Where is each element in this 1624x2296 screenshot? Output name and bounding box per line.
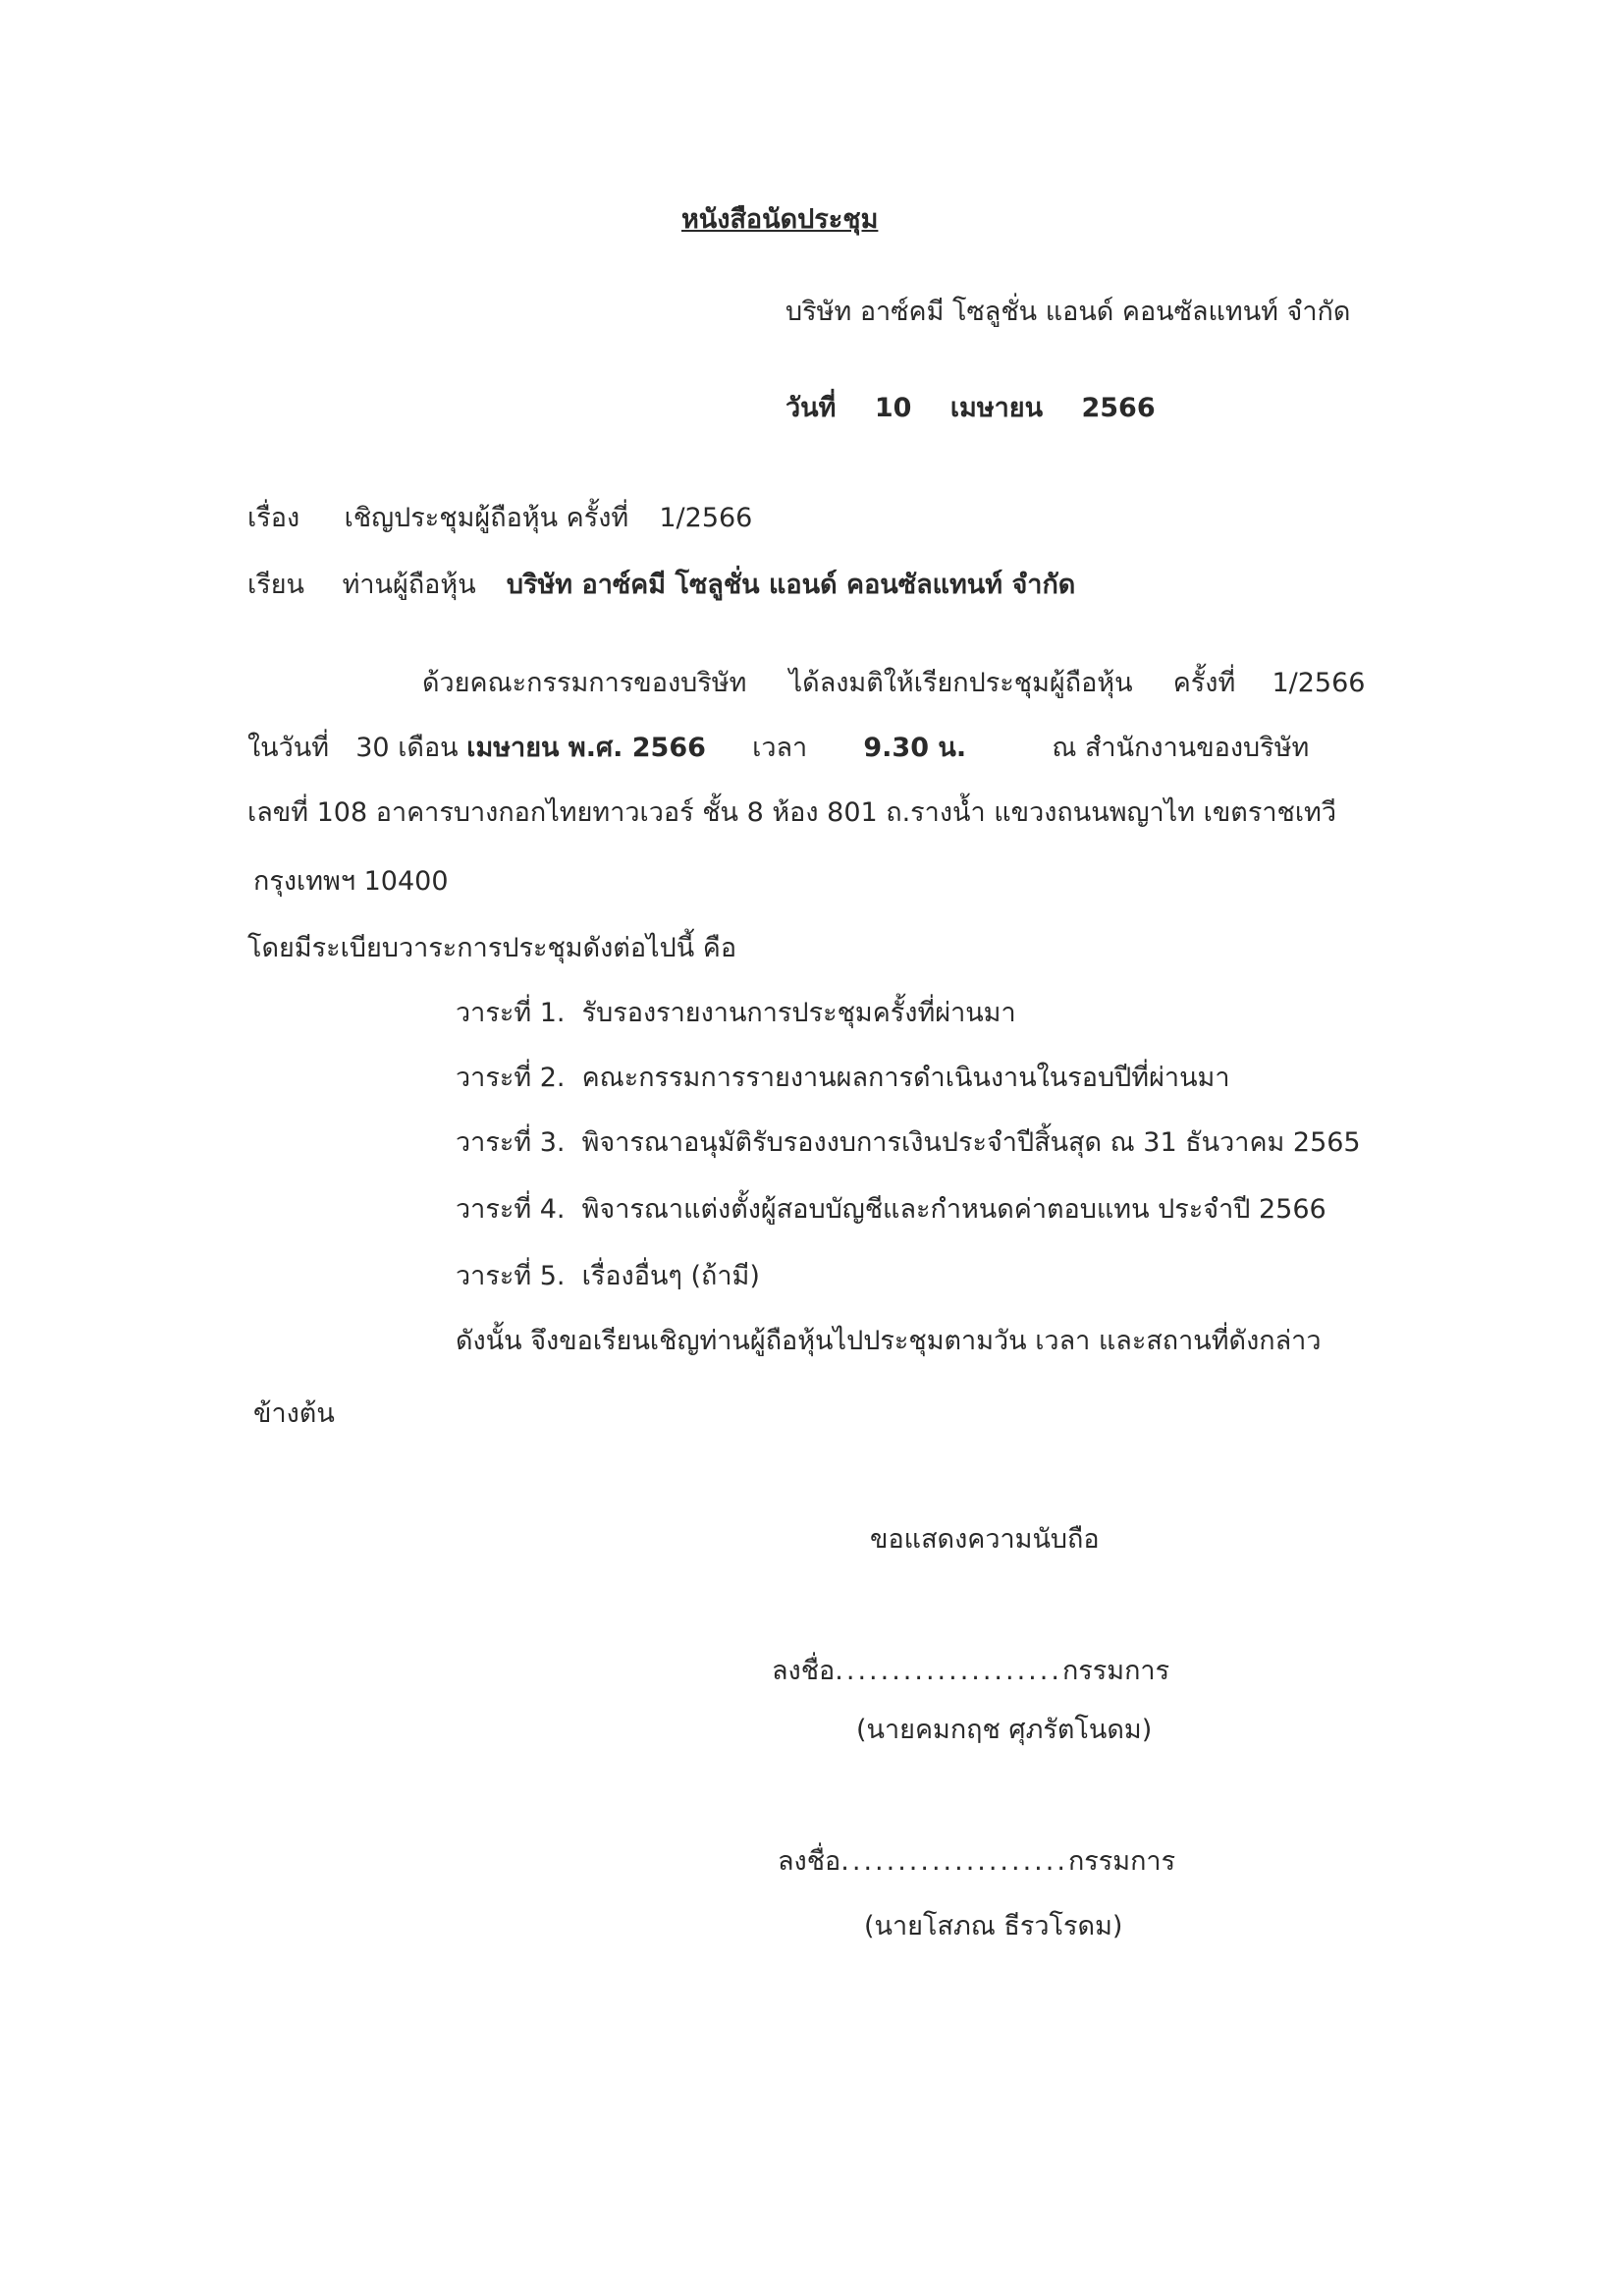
- body-line-2: [247, 733, 1309, 764]
- agenda-item: [456, 1127, 1361, 1159]
- subject-line: [247, 503, 752, 534]
- agenda-text: พิจารณาอนุมัติรับรองงบการเงินประจำปีสิ้นสุด ณ 31 ธันวาคม 2565: [581, 1127, 1361, 1158]
- body-line-1: [422, 668, 1365, 699]
- signature-dots: ....................: [840, 1846, 1068, 1877]
- agenda-text: พิจารณาแต่งตั้งผู้สอบบัญชีและกำหนดค่าตอบแทน ประจำปี 2566: [581, 1194, 1326, 1225]
- date-year: 2566: [1081, 393, 1156, 423]
- signature-line-1: [772, 1656, 1169, 1687]
- date-day: 10: [874, 393, 912, 423]
- closing-line-2: ข้างต้น: [253, 1398, 335, 1429]
- signer-name-1: (นายคมกฤช ศุภรัตโนดม): [856, 1715, 1153, 1745]
- signature-line-2: [778, 1846, 1175, 1878]
- signature-dots: ....................: [835, 1656, 1062, 1686]
- recipient-label: เรียน: [247, 570, 305, 600]
- sign-label: ลงชื่อ: [778, 1846, 841, 1877]
- body-text: ครั้งที่: [1172, 668, 1236, 698]
- recipient-company: บริษัท อาซ์คมี โซลูชั่น แอนด์ คอนซัลแทนท์ จำกัด: [506, 570, 1076, 600]
- meeting-month: เมษายน พ.ศ. 2566: [466, 733, 706, 763]
- agenda-number: วาระที่ 5.: [456, 1261, 566, 1291]
- document-date: [785, 393, 1185, 424]
- body-line-4: กรุงเทพฯ 10400: [253, 866, 449, 897]
- meeting-day: 30: [355, 733, 390, 763]
- body-text: เดือน: [398, 733, 459, 763]
- signer-role: กรรมการ: [1067, 1846, 1176, 1877]
- recipient-text: ท่านผู้ถือหุ้น: [342, 570, 476, 600]
- agenda-item: [456, 1194, 1326, 1226]
- meeting-number: 1/2566: [1272, 668, 1366, 698]
- body-text: ในวันที่: [247, 733, 330, 763]
- body-line-3: เลขที่ 108 อาคารบางกอกไทยทาวเวอร์ ชั้น 8 ห้อง 801 ถ.รางน้ำ แขวงถนนพญาไท เขตราชเทวี: [247, 797, 1337, 828]
- meeting-time: 9.30 น.: [863, 733, 967, 763]
- date-prefix: วันที่: [785, 393, 837, 423]
- document-title: หนังสือนัดประชุม: [681, 204, 879, 235]
- date-month: เมษายน: [949, 393, 1044, 423]
- recipient-line: [247, 570, 1075, 601]
- agenda-item: [456, 1261, 760, 1292]
- agenda-item: [456, 1063, 1230, 1094]
- company-header: บริษัท อาซ์คมี โซลูชั่น แอนด์ คอนซัลแทนท์ จำกัด: [785, 297, 1351, 327]
- signer-name-2: (นายโสภณ ธีรวโรดม): [864, 1911, 1123, 1941]
- body-text: ได้ลงมติให้เรียกประชุมผู้ถือหุ้น: [788, 668, 1133, 698]
- closing-line-1: ดังนั้น จึงขอเรียนเชิญท่านผู้ถือหุ้นไปประชุมตามวัน เวลา และสถานที่ดังกล่าว: [456, 1326, 1322, 1356]
- agenda-number: วาระที่ 4.: [456, 1194, 566, 1225]
- regards-text: ขอแสดงความนับถือ: [870, 1524, 1100, 1555]
- subject-number: 1/2566: [659, 503, 753, 533]
- subject-text: เชิญประชุมผู้ถือหุ้น ครั้งที่: [344, 503, 629, 533]
- body-text: เวลา: [752, 733, 808, 763]
- agenda-item: [456, 998, 1016, 1029]
- agenda-text: รับรองรายงานการประชุมครั้งที่ผ่านมา: [581, 998, 1016, 1028]
- signer-role: กรรมการ: [1061, 1656, 1170, 1686]
- agenda-number: วาระที่ 3.: [456, 1127, 566, 1158]
- body-line-5: โดยมีระเบียบวาระการประชุมดังต่อไปนี้ คือ: [247, 933, 737, 963]
- subject-label: เรื่อง: [247, 503, 300, 533]
- agenda-text: เรื่องอื่นๆ (ถ้ามี): [581, 1261, 760, 1291]
- sign-label: ลงชื่อ: [772, 1656, 836, 1686]
- agenda-number: วาระที่ 2.: [456, 1063, 566, 1093]
- agenda-number: วาระที่ 1.: [456, 998, 566, 1028]
- agenda-text: คณะกรรมการรายงานผลการดำเนินงานในรอบปีที่ผ่านมา: [581, 1063, 1230, 1093]
- body-text: ณ สำนักงานของบริษัท: [1052, 733, 1310, 763]
- body-text: ด้วยคณะกรรมการของบริษัท: [422, 668, 747, 698]
